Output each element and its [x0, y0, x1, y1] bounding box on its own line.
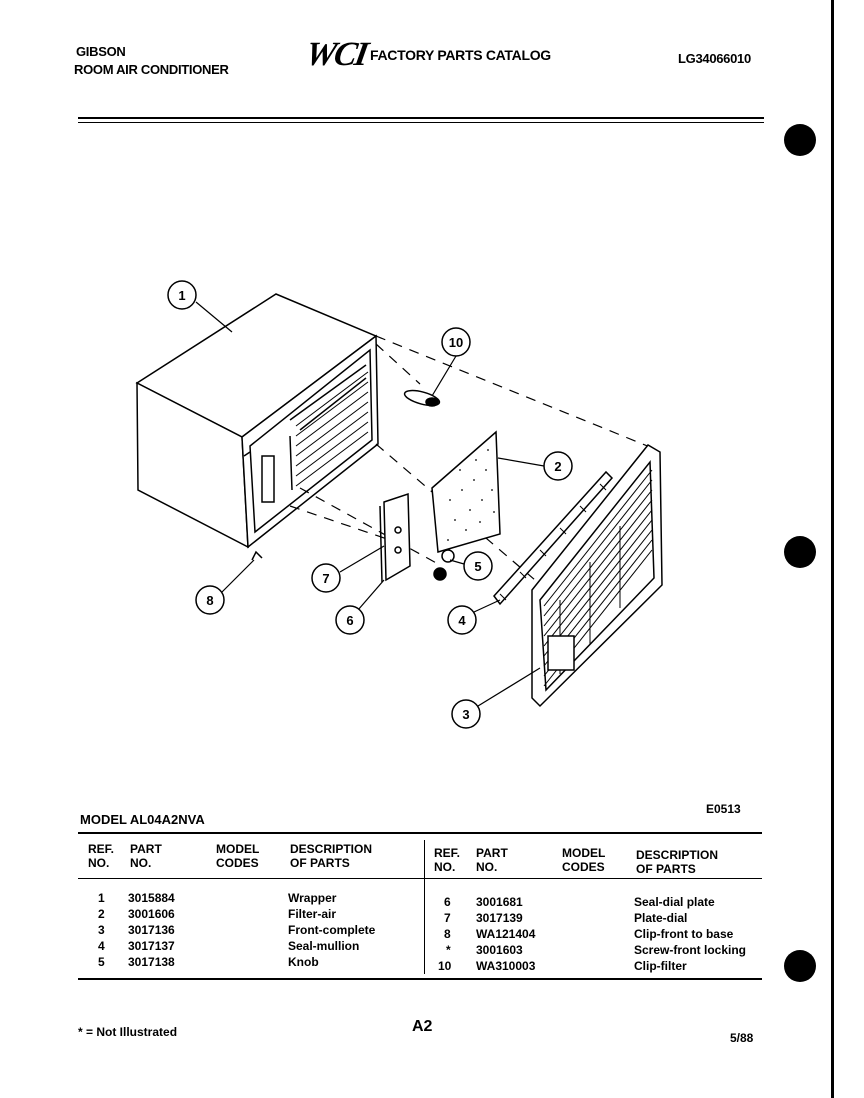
- table-row-desc: Clip-filter: [634, 959, 687, 973]
- table-row-ref: 1: [98, 891, 105, 905]
- table-row-part: 3001603: [476, 943, 523, 957]
- table-row-desc: Clip-front to base: [634, 927, 734, 941]
- table-row-desc: Seal-mullion: [288, 939, 360, 953]
- callout-6: 6: [346, 613, 354, 628]
- table-row-ref: 2: [98, 907, 105, 921]
- callout-10: 10: [448, 335, 464, 350]
- table-row-ref: 4: [98, 939, 105, 953]
- table-row-part: 3017139: [476, 911, 523, 925]
- table-row-part: WA310003: [476, 959, 536, 973]
- table-row-desc: Screw-front locking: [634, 943, 747, 957]
- table-row-desc: Knob: [288, 955, 319, 969]
- header-part-no: PART NO.: [130, 842, 162, 870]
- header-ref-no-right: REF. NO.: [434, 846, 461, 874]
- table-row-desc: Filter-air: [288, 907, 337, 921]
- catalog-number: LG34066010: [678, 51, 751, 66]
- table-row-ref: 8: [444, 927, 451, 941]
- table-row-ref: 3: [98, 923, 105, 937]
- table-row-part: 3017136: [128, 923, 175, 937]
- table-row-part: 3017137: [128, 939, 175, 953]
- parts-table: [78, 832, 762, 980]
- callout-8: 8: [206, 593, 214, 608]
- header-ref-no: REF. NO.: [88, 842, 115, 870]
- table-row-part: 3017138: [128, 955, 175, 969]
- table-row-desc: Wrapper: [288, 891, 337, 905]
- table-row-desc: Plate-dial: [634, 911, 688, 925]
- table-divider: [424, 840, 425, 974]
- header-description: DESCRIPTION OF PARTS: [290, 842, 373, 870]
- table-row-ref: 5: [98, 955, 105, 969]
- filter-air-part: [432, 432, 500, 552]
- wci-logo: WCI: [302, 36, 370, 73]
- table-row-ref: 6: [444, 895, 451, 909]
- catalog-title: FACTORY PARTS CATALOG: [370, 47, 551, 63]
- brand-name: GIBSON: [76, 44, 126, 59]
- not-illustrated-note: * = Not Illustrated: [78, 1025, 178, 1039]
- callout-5: 5: [474, 559, 482, 574]
- table-row-ref: 10: [438, 959, 452, 973]
- table-row-part: WA121404: [476, 927, 536, 941]
- table-row-ref: *: [446, 943, 451, 957]
- wrapper-part: [137, 294, 378, 547]
- binder-hole-icon: [784, 950, 816, 982]
- callout-2: 2: [554, 459, 562, 474]
- header-part-no-right: PART NO.: [476, 846, 508, 874]
- product-name: ROOM AIR CONDITIONER: [74, 62, 229, 77]
- callout-7: 7: [322, 571, 330, 586]
- model-number: MODEL AL04A2NVA: [80, 812, 205, 827]
- figure-code: E0513: [706, 802, 741, 816]
- table-row-ref: 7: [444, 911, 451, 925]
- plate-dial-part: [380, 494, 410, 582]
- table-row-part: 3001606: [128, 907, 175, 921]
- clip-front-part: [252, 552, 262, 560]
- header-model-codes-right: MODEL CODES: [562, 846, 606, 874]
- table-row-desc: Seal-dial plate: [634, 895, 715, 909]
- callout-3: 3: [462, 707, 470, 722]
- table-header-rule: [78, 878, 762, 879]
- callout-1: 1: [178, 288, 186, 303]
- issue-date: 5/88: [730, 1031, 754, 1045]
- table-row-desc: Front-complete: [288, 923, 376, 937]
- table-row-part: 3015884: [128, 891, 175, 905]
- header-model-codes: MODEL CODES: [216, 842, 260, 870]
- table-row-part: 3001681: [476, 895, 523, 909]
- knob-part: [434, 550, 454, 580]
- callout-4: 4: [458, 613, 466, 628]
- page-number: A2: [412, 1018, 433, 1035]
- header-description-right: DESCRIPTION OF PARTS: [636, 848, 719, 876]
